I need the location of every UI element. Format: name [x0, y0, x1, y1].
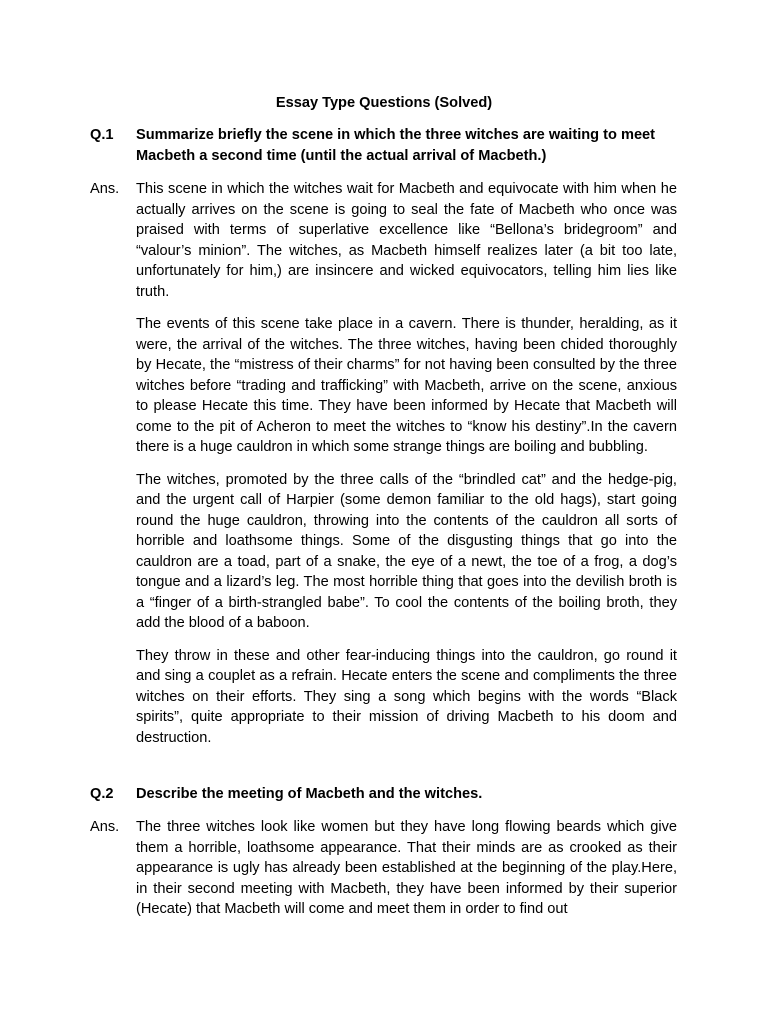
question-text: Summarize briefly the scene in which the three witches are waiting to meet Macbeth a second time (until the actual arrival of Macbeth.) [136, 127, 656, 164]
answer-text-container [136, 817, 677, 920]
question-text-container [136, 784, 677, 805]
answer-paragraph: This scene in which the witches wait for Macbeth and equivocate with him when he actually arrives on the scene is going to seal the fate of Macbeth who once was praised with terms of superlative excellence like “Bellona’s bridegroom” and “valour’s minion”. The witches, as Macbeth himself realizes later (a bit too late, unfortunately for him,) are insincere and wicked equivocators, telling him lies like truth. [136, 181, 677, 300]
answer-paragraph: The events of this scene take place in a cavern. There is thunder, heralding, as it were, the arrival of the witches. The three witches, having been chided thoroughly by Hecate, the “mistress of their charms” for not having been consulted by the three witches before “trading and trafficking” with Macbeth, arrive on the scene, anxious to please Hecate this time. They have been informed by Hecate that Macbeth will come to the pit of Acheron to meet the witches to “know his destiny”.In the cavern there is a huge cauldron in which some strange things are boiling and bubbling. [136, 316, 677, 455]
page-title: Essay Type Questions (Solved) [275, 95, 493, 111]
question-1 [90, 125, 678, 166]
answer-paragraph: They throw in these and other fear-inducing things into the cauldron, go round it and sing a couplet as a refrain. Hecate enters the scene and compliments the three witches on their efforts. They sing a song which begins with the words “Black spirits”, quite appropriate to their mission of driving Macbeth to his doom and destruction. [136, 647, 677, 746]
answer-1 [90, 179, 678, 748]
answer-label: Ans. [90, 819, 120, 835]
question-text-container [136, 125, 677, 166]
question-text: Describe the meeting of Macbeth and the witches. [136, 786, 483, 802]
answer-2 [90, 817, 678, 920]
answer-text-container [136, 179, 677, 748]
question-label: Q.2 [90, 786, 114, 802]
question-2 [90, 784, 678, 805]
answer-label: Ans. [90, 181, 120, 197]
answer-paragraph: The three witches look like women but they have long flowing beards which give them a horrible, loathsome appearance. That their minds are as crooked as their appearance is ugly has already been established at the beginning of the play.Here, in their second meeting with Macbeth, they have been informed by their superior (Hecate) that Macbeth will come and meet them in order to find out [136, 819, 677, 917]
answer-paragraph: The witches, promoted by the three calls of the “brindled cat” and the hedge-pig, and the urgent call of Harpier (some demon familiar to the old hags), start going round the huge cauldron, throwing into the contents of the cauldron all sorts of horrible and loathsome things. Some of the disgusting things that go into the cauldron are a toad, part of a snake, the eye of a newt, the toe of a frog, a dog’s tongue and a lizard’s leg. The most horrible thing that goes into the devilish broth is a “finger of a birth-strangled babe”. To cool the contents of the boiling broth, they add the blood of a baboon. [136, 471, 677, 631]
question-label: Q.1 [90, 127, 114, 143]
